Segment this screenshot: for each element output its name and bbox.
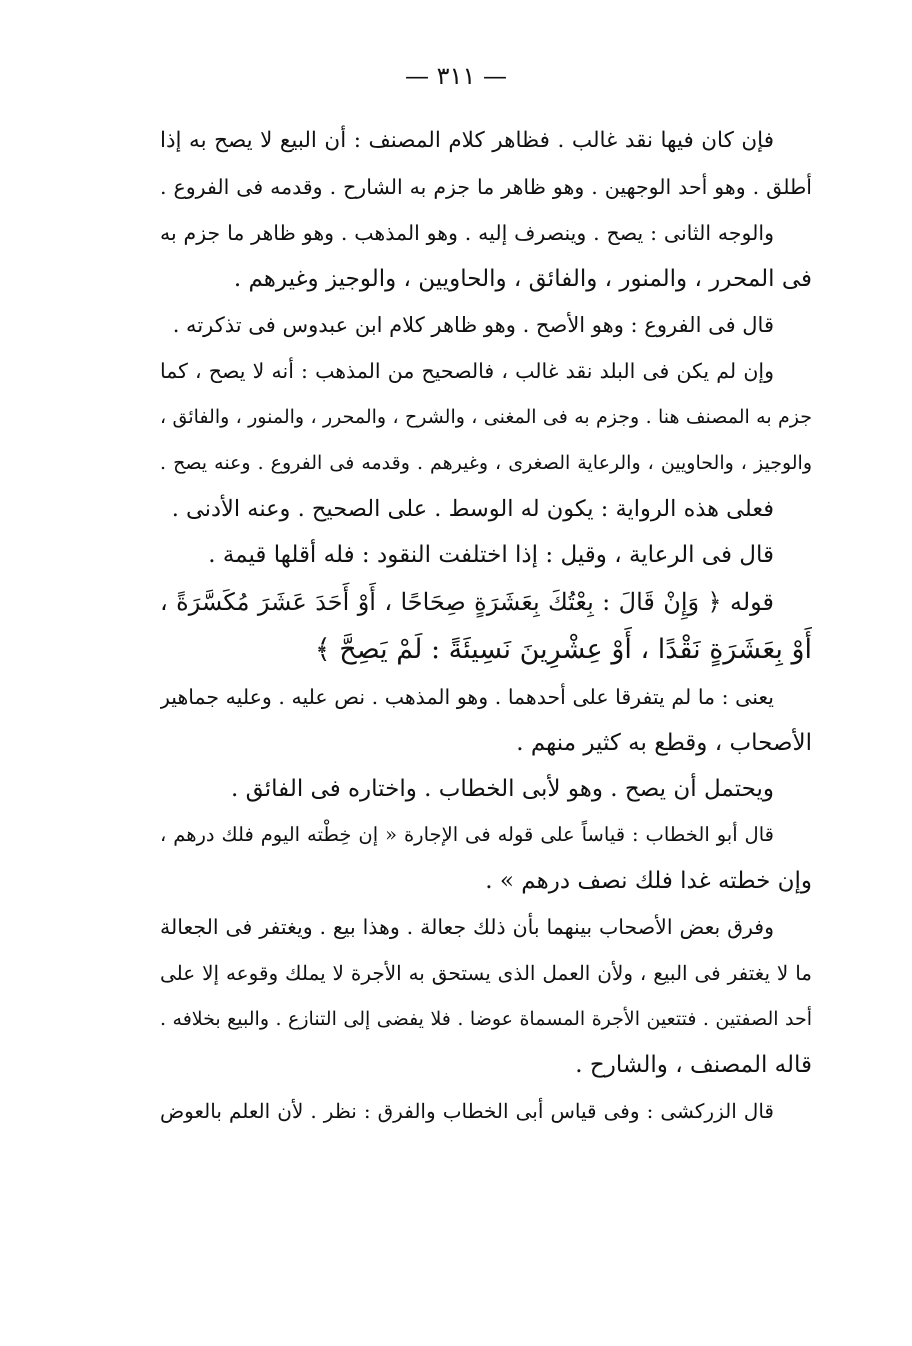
text-line: والوجه الثانى : يصح . وينصرف إليه . وهو المذهب . وهو ظاهر ما جزم به: [160, 221, 774, 245]
text-line: فعلى هذه الرواية : يكون له الوسط . على الصحيح . وعنه الأدنى .: [171, 496, 774, 522]
text-line: جزم به المصنف هنا . وجزم به فى المغنى ، والشرح ، والمحرر ، والمنور ، والفائق ،: [160, 406, 812, 428]
body-text: [160, 118, 812, 1134]
text-line: قال الزركشى : وفى قياس أبى الخطاب والفرق : نظر . لأن العلم بالعوض: [160, 1099, 774, 1123]
text-line: قال فى الرعاية ، وقيل : إذا اختلفت النقود : فله أقلها قيمة .: [208, 542, 774, 568]
quoted-verse-line: أَوْ بِعَشَرَةٍ نَقْدًا ، أَوْ عِشْرِينَ نَسِيئَةً : لَمْ يَصِحَّ ﴾: [314, 634, 812, 665]
text-line: قال أبو الخطاب : قياساً على قوله فى الإجارة « إن خِطْته اليوم فلك درهم ،: [160, 823, 774, 846]
text-line: ما لا يغتفر فى البيع ، ولأن العمل الذى يستحق به الأجرة لا يملك وقوعه إلا على: [160, 961, 812, 985]
text-line: وإن خطته غدا فلك نصف درهم » .: [485, 868, 812, 894]
text-line: فإن كان فيها نقد غالب . فظاهر كلام المصنف : أن البيع لا يصح به إذا: [160, 128, 774, 153]
text-line: قال فى الفروع : وهو الأصح . وهو ظاهر كلام ابن عبدوس فى تذكرته .: [172, 313, 774, 337]
text-line: يعنى : ما لم يتفرقا على أحدهما . وهو المذهب . نص عليه . وعليه جماهير: [160, 685, 774, 709]
text-line: وإن لم يكن فى البلد نقد غالب ، فالصحيح من المذهب : أنه لا يصح ، كما: [160, 359, 774, 383]
page-number: — ٣١١ —: [405, 62, 507, 90]
text-line: قاله المصنف ، والشارح .: [575, 1052, 812, 1078]
text-line: فى المحرر ، والمنور ، والفائق ، والحاويين ، والوجيز وغيرهم .: [233, 266, 812, 292]
text-line: الأصحاب ، وقطع به كثير منهم .: [516, 730, 812, 756]
text-line: أطلق . وهو أحد الوجهين . وهو ظاهر ما جزم به الشارح . وقدمه فى الفروع .: [160, 175, 812, 199]
text-line: أحد الصفتين . فتتعين الأجرة المسماة عوضا . فلا يفضى إلى التنازع . والبيع بخلافه .: [160, 1008, 812, 1030]
text-line: والوجيز ، والحاويين ، والرعاية الصغرى ، وغيرهم . وقدمه فى الفروع . وعنه يصح .: [160, 452, 812, 474]
text-line: ويحتمل أن يصح . وهو لأبى الخطاب . واختاره فى الفائق .: [230, 776, 774, 802]
quoted-verse-line: قوله ﴿ وَإِنْ قَالَ : بِعْتُكَ بِعَشَرَةٍ صِحَاحًا ، أَوْ أَحَدَ عَشَرَ مُكَسَّرَةً ،: [160, 588, 774, 616]
text-line: وفرق بعض الأصحاب بينهما بأن ذلك جعالة . وهذا بيع . ويغتفر فى الجعالة: [160, 915, 774, 939]
